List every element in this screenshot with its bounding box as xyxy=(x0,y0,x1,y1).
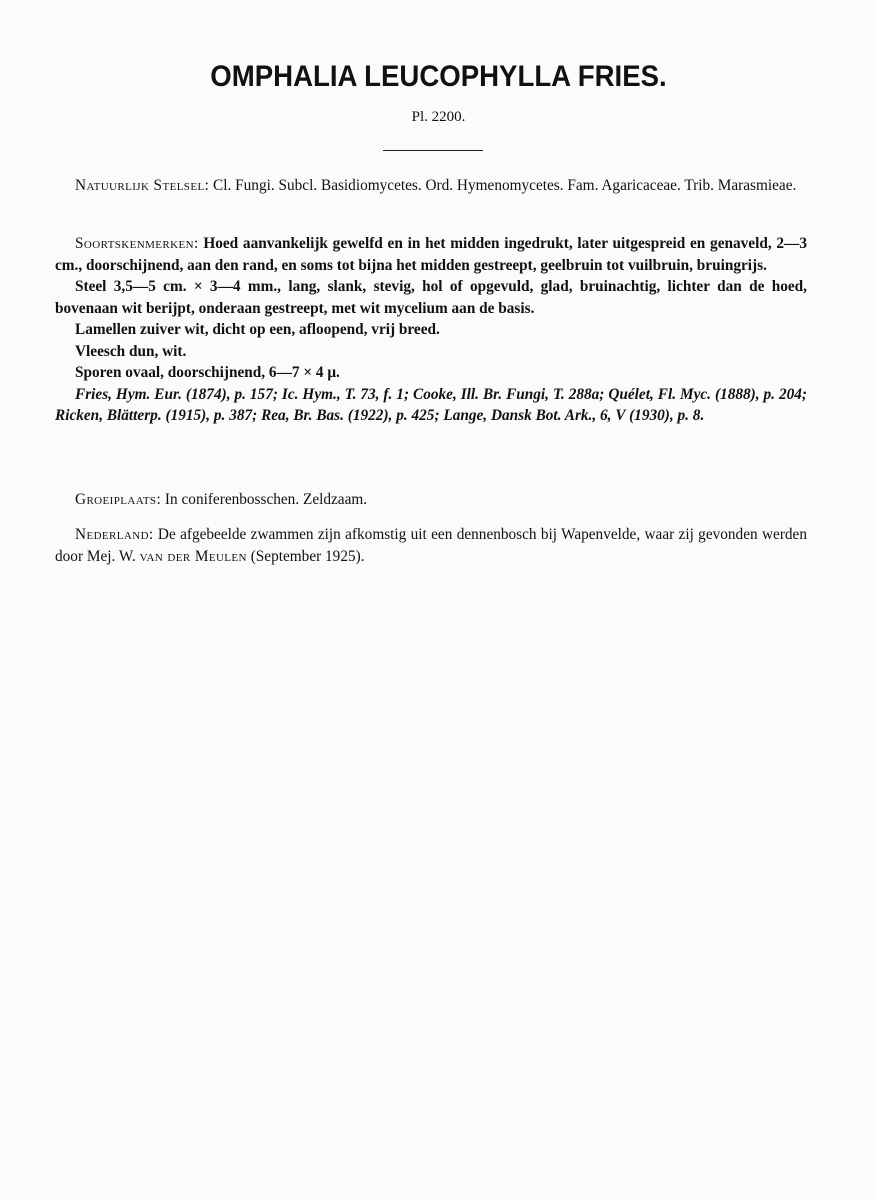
page-title: OMPHALIA LEUCOPHYLLA FRIES. xyxy=(210,60,667,93)
groeiplaats-paragraph xyxy=(55,489,807,511)
nederland-text-a: De afgebeelde zwammen zijn afkomstig uit een dennenbosch bij Wapenvelde, waar zij gevonden werden door Mej. W. xyxy=(55,526,807,565)
stelsel-text: Cl. Fungi. Subcl. Basidiomycetes. Ord. Hymenomycetes. Fam. Agaricaceae. Trib. Marasmieae. xyxy=(209,177,797,194)
groeiplaats-label: Groeiplaats: xyxy=(75,491,162,508)
title-divider xyxy=(383,150,483,151)
kenmerken-label: Soortskenmerken: xyxy=(75,235,199,252)
literatuur-paragraph: Fries, Hym. Eur. (1874), p. 157; Ic. Hym., T. 73, f. 1; Cooke, Ill. Br. Fungi, T. 288a; Quélet, Fl. Myc. (1888), p. 204; Ricken, Blätterp. (1915), p. 387; Rea, Br. Bas. (1922), p. 425; Lange, Dansk Bot. Ark., 6, V (1930), p. 8. xyxy=(55,385,807,424)
nederland-text-b: (September 1925). xyxy=(246,547,365,565)
sporen-paragraph: Sporen ovaal, doorschijnend, 6—7 × 4 μ. xyxy=(75,364,340,381)
stelsel-label: Natuurlijk Stelsel: xyxy=(75,177,210,194)
collector-name: van der Meulen xyxy=(139,547,247,565)
section-nederland xyxy=(55,524,807,567)
steel-paragraph: Steel 3,5—5 cm. × 3—4 mm., lang, slank, stevig, hol of opgevuld, glad, bruinachtig, lichter dan de hoed, bovenaan wit berijpt, onderaan gestreept, met wit mycelium aan de basis. xyxy=(55,278,807,317)
stelsel-paragraph xyxy=(55,175,807,197)
hoed-text: Hoed aanvankelijk gewelfd en in het midden ingedrukt, later uitgespreid en genaveld, 2—3 cm., doorschijnend, aan den rand, en soms tot bijna het midden gestreept, geelbruin tot vuilbruin, bruingrijs. xyxy=(55,235,807,274)
groeiplaats-text: In coniferenbosschen. Zeldzaam. xyxy=(161,491,368,508)
nederland-paragraph xyxy=(55,524,807,567)
section-groeiplaats xyxy=(55,489,807,511)
vleesch-paragraph: Vleesch dun, wit. xyxy=(75,342,187,360)
lamellen-paragraph: Lamellen zuiver wit, dicht op een, afloopend, vrij breed. xyxy=(75,321,440,338)
plate-number: Pl. 2200. xyxy=(411,109,466,125)
section-soortskenmerken xyxy=(55,233,807,427)
section-natuurlijk-stelsel xyxy=(55,175,807,197)
nederland-label: Nederland: xyxy=(75,526,154,543)
hoed-paragraph xyxy=(55,233,807,276)
